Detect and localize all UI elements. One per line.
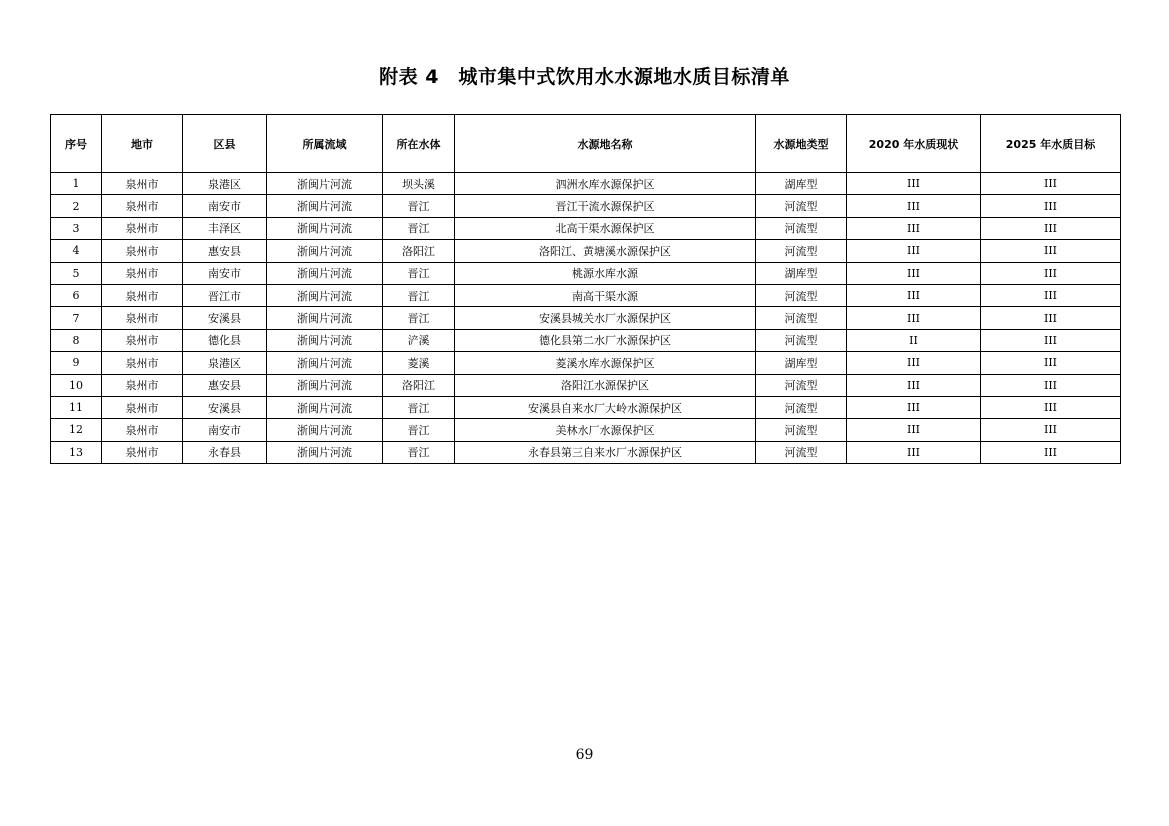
page-number: 69 xyxy=(575,747,594,763)
cell-col-source-name: 南高干渠水源 xyxy=(455,284,756,306)
cell-col-target-2025: III xyxy=(981,173,1121,195)
cell-col-source-type: 河流型 xyxy=(756,374,847,396)
cell-col-serial-number: 3 xyxy=(51,217,102,239)
cell-col-city: 泉州市 xyxy=(102,419,183,441)
cell-col-quality-2020: III xyxy=(847,441,981,463)
water-quality-table xyxy=(50,114,1121,464)
cell-col-source-name: 菱溪水库水源保护区 xyxy=(455,352,756,374)
cell-col-source-type: 河流型 xyxy=(756,195,847,217)
table-row xyxy=(51,240,1121,262)
cell-col-basin: 浙闽片河流 xyxy=(267,217,383,239)
cell-col-quality-2020: III xyxy=(847,284,981,306)
cell-col-source-name: 北高干渠水源保护区 xyxy=(455,217,756,239)
cell-col-serial-number: 6 xyxy=(51,284,102,306)
cell-col-city: 泉州市 xyxy=(102,352,183,374)
table-row xyxy=(51,195,1121,217)
cell-col-source-type: 河流型 xyxy=(756,329,847,351)
table-header xyxy=(51,115,1121,173)
cell-col-water-body: 晋江 xyxy=(383,441,455,463)
cell-col-target-2025: III xyxy=(981,195,1121,217)
table-row xyxy=(51,396,1121,418)
cell-col-quality-2020: III xyxy=(847,262,981,284)
table-row xyxy=(51,441,1121,463)
cell-col-district: 泉港区 xyxy=(183,352,267,374)
cell-col-source-type: 湖库型 xyxy=(756,352,847,374)
header-col-serial-number: 序号 xyxy=(51,115,102,173)
header-col-basin: 所属流域 xyxy=(267,115,383,173)
cell-col-source-type: 河流型 xyxy=(756,240,847,262)
cell-col-target-2025: III xyxy=(981,374,1121,396)
cell-col-district: 安溪县 xyxy=(183,307,267,329)
cell-col-city: 泉州市 xyxy=(102,329,183,351)
cell-col-water-body: 晋江 xyxy=(383,195,455,217)
cell-col-serial-number: 7 xyxy=(51,307,102,329)
cell-col-water-body: 坝头溪 xyxy=(383,173,455,195)
cell-col-target-2025: III xyxy=(981,329,1121,351)
cell-col-serial-number: 5 xyxy=(51,262,102,284)
cell-col-water-body: 洛阳江 xyxy=(383,240,455,262)
table-row xyxy=(51,284,1121,306)
cell-col-district: 南安市 xyxy=(183,262,267,284)
table-row xyxy=(51,217,1121,239)
cell-col-source-type: 河流型 xyxy=(756,217,847,239)
cell-col-district: 德化县 xyxy=(183,329,267,351)
cell-col-water-body: 晋江 xyxy=(383,284,455,306)
cell-col-basin: 浙闽片河流 xyxy=(267,262,383,284)
cell-col-district: 惠安县 xyxy=(183,240,267,262)
cell-col-district: 丰泽区 xyxy=(183,217,267,239)
cell-col-source-name: 洛阳江、黄塘溪水源保护区 xyxy=(455,240,756,262)
cell-col-quality-2020: III xyxy=(847,374,981,396)
cell-col-source-type: 湖库型 xyxy=(756,173,847,195)
table-body xyxy=(51,173,1121,464)
cell-col-target-2025: III xyxy=(981,240,1121,262)
cell-col-basin: 浙闽片河流 xyxy=(267,419,383,441)
cell-col-serial-number: 2 xyxy=(51,195,102,217)
cell-col-target-2025: III xyxy=(981,262,1121,284)
cell-col-serial-number: 12 xyxy=(51,419,102,441)
cell-col-city: 泉州市 xyxy=(102,284,183,306)
cell-col-water-body: 晋江 xyxy=(383,307,455,329)
cell-col-city: 泉州市 xyxy=(102,240,183,262)
cell-col-source-name: 晋江干流水源保护区 xyxy=(455,195,756,217)
cell-col-basin: 浙闽片河流 xyxy=(267,307,383,329)
table-row xyxy=(51,173,1121,195)
cell-col-source-type: 河流型 xyxy=(756,419,847,441)
cell-col-quality-2020: III xyxy=(847,240,981,262)
cell-col-target-2025: III xyxy=(981,441,1121,463)
header-col-source-name: 水源地名称 xyxy=(455,115,756,173)
cell-col-source-name: 安溪县城关水厂水源保护区 xyxy=(455,307,756,329)
cell-col-district: 晋江市 xyxy=(183,284,267,306)
cell-col-quality-2020: II xyxy=(847,329,981,351)
cell-col-water-body: 洛阳江 xyxy=(383,374,455,396)
cell-col-source-name: 泗洲水库水源保护区 xyxy=(455,173,756,195)
cell-col-district: 安溪县 xyxy=(183,396,267,418)
cell-col-source-name: 美林水厂水源保护区 xyxy=(455,419,756,441)
cell-col-source-type: 河流型 xyxy=(756,307,847,329)
cell-col-serial-number: 8 xyxy=(51,329,102,351)
cell-col-source-type: 河流型 xyxy=(756,396,847,418)
cell-col-water-body: 晋江 xyxy=(383,396,455,418)
header-col-city: 地市 xyxy=(102,115,183,173)
cell-col-serial-number: 1 xyxy=(51,173,102,195)
cell-col-quality-2020: III xyxy=(847,352,981,374)
cell-col-city: 泉州市 xyxy=(102,396,183,418)
cell-col-city: 泉州市 xyxy=(102,217,183,239)
cell-col-serial-number: 10 xyxy=(51,374,102,396)
cell-col-district: 永春县 xyxy=(183,441,267,463)
cell-col-city: 泉州市 xyxy=(102,307,183,329)
cell-col-source-type: 河流型 xyxy=(756,441,847,463)
cell-col-quality-2020: III xyxy=(847,195,981,217)
cell-col-water-body: 晋江 xyxy=(383,419,455,441)
cell-col-source-type: 河流型 xyxy=(756,284,847,306)
cell-col-target-2025: III xyxy=(981,352,1121,374)
cell-col-target-2025: III xyxy=(981,284,1121,306)
cell-col-quality-2020: III xyxy=(847,396,981,418)
cell-col-target-2025: III xyxy=(981,419,1121,441)
cell-col-city: 泉州市 xyxy=(102,374,183,396)
cell-col-serial-number: 9 xyxy=(51,352,102,374)
cell-col-quality-2020: III xyxy=(847,173,981,195)
cell-col-district: 南安市 xyxy=(183,195,267,217)
cell-col-basin: 浙闽片河流 xyxy=(267,396,383,418)
cell-col-target-2025: III xyxy=(981,396,1121,418)
cell-col-source-name: 安溪县自来水厂大岭水源保护区 xyxy=(455,396,756,418)
header-col-target-2025: 2025 年水质目标 xyxy=(981,115,1121,173)
cell-col-source-type: 湖库型 xyxy=(756,262,847,284)
header-col-quality-2020: 2020 年水质现状 xyxy=(847,115,981,173)
cell-col-source-name: 永春县第三自来水厂水源保护区 xyxy=(455,441,756,463)
cell-col-water-body: 晋江 xyxy=(383,262,455,284)
cell-col-basin: 浙闽片河流 xyxy=(267,441,383,463)
table-row xyxy=(51,307,1121,329)
cell-col-source-name: 德化县第二水厂水源保护区 xyxy=(455,329,756,351)
cell-col-quality-2020: III xyxy=(847,307,981,329)
cell-col-source-name: 洛阳江水源保护区 xyxy=(455,374,756,396)
header-col-district: 区县 xyxy=(183,115,267,173)
cell-col-water-body: 晋江 xyxy=(383,217,455,239)
cell-col-basin: 浙闽片河流 xyxy=(267,195,383,217)
cell-col-city: 泉州市 xyxy=(102,195,183,217)
cell-col-basin: 浙闽片河流 xyxy=(267,240,383,262)
cell-col-water-body: 浐溪 xyxy=(383,329,455,351)
cell-col-serial-number: 4 xyxy=(51,240,102,262)
cell-col-city: 泉州市 xyxy=(102,441,183,463)
cell-col-target-2025: III xyxy=(981,307,1121,329)
cell-col-quality-2020: III xyxy=(847,419,981,441)
table-row xyxy=(51,329,1121,351)
page-title: 附表 4 城市集中式饮用水水源地水质目标清单 xyxy=(379,66,790,88)
cell-col-basin: 浙闽片河流 xyxy=(267,173,383,195)
header-col-water-body: 所在水体 xyxy=(383,115,455,173)
cell-col-district: 南安市 xyxy=(183,419,267,441)
cell-col-basin: 浙闽片河流 xyxy=(267,352,383,374)
cell-col-basin: 浙闽片河流 xyxy=(267,284,383,306)
cell-col-serial-number: 11 xyxy=(51,396,102,418)
table-row xyxy=(51,352,1121,374)
cell-col-basin: 浙闽片河流 xyxy=(267,329,383,351)
table-row xyxy=(51,262,1121,284)
table-row xyxy=(51,419,1121,441)
header-col-source-type: 水源地类型 xyxy=(756,115,847,173)
cell-col-city: 泉州市 xyxy=(102,173,183,195)
cell-col-target-2025: III xyxy=(981,217,1121,239)
table-row xyxy=(51,374,1121,396)
cell-col-basin: 浙闽片河流 xyxy=(267,374,383,396)
cell-col-water-body: 菱溪 xyxy=(383,352,455,374)
cell-col-city: 泉州市 xyxy=(102,262,183,284)
cell-col-source-name: 桃源水库水源 xyxy=(455,262,756,284)
header-row xyxy=(51,115,1121,173)
cell-col-serial-number: 13 xyxy=(51,441,102,463)
cell-col-quality-2020: III xyxy=(847,217,981,239)
cell-col-district: 泉港区 xyxy=(183,173,267,195)
cell-col-district: 惠安县 xyxy=(183,374,267,396)
